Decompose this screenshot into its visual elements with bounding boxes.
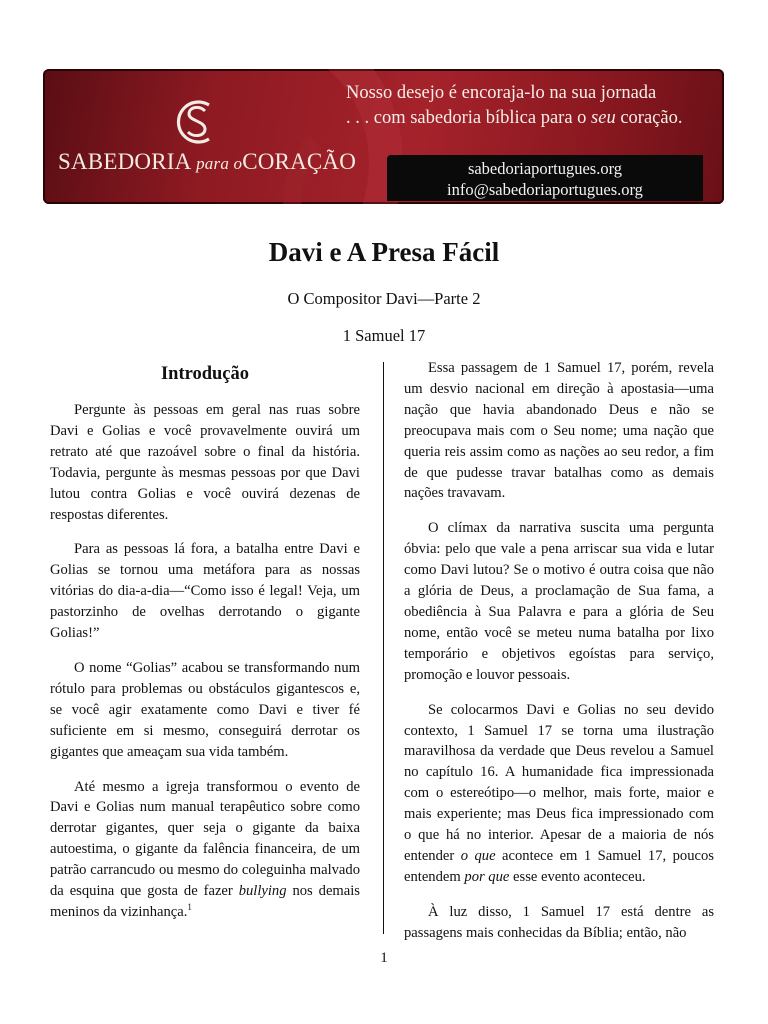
tagline-line-2 xyxy=(346,106,716,131)
tagline-line-2-italic: seu xyxy=(591,108,616,128)
paragraph: O nome “Golias” acabou se transformando num rótulo para problemas ou obstáculos gigantescos e, se você agir exatamente como Davi e tiver fé suficiente em si mesmo, conseguirá derrotar os gigantes que ameaçam sua vida também. xyxy=(50,659,360,760)
paragraph-italic: por que xyxy=(464,868,510,885)
paragraph: À luz disso, 1 Samuel 17 está dentre as passagens mais conhecidas da Bíblia; então, não xyxy=(404,903,714,941)
paragraph-italic: bullying xyxy=(238,883,287,900)
paragraph-text: acontece em 1 Samuel 17, poucos entendem xyxy=(404,847,714,885)
paragraph-text: Se colocarmos Davi e Golias no seu devido contexto, 1 Samuel 17 se torna uma ilustração maravilhosa da verdade que Deus revelou a Samuel no capítulo 16. A humanidade fica impressionada com o estereótipo—o melhor, mais forte, maior e mais experiente; mas Deus fica impressionado com o que há no interior. Apesar de a maioria de nós entender xyxy=(404,701,714,864)
column-divider xyxy=(383,362,384,934)
scripture-reference: 1 Samuel 17 xyxy=(342,326,426,345)
contact-box xyxy=(387,155,703,201)
logo-word-main: SABEDORIA xyxy=(58,149,191,174)
paragraph-text: nos demais meninos da vizinhança. xyxy=(50,883,360,920)
left-column xyxy=(50,362,360,937)
logo-wordmark xyxy=(58,149,356,175)
paragraph: Para as pessoas lá fora, a batalha entre Davi e Golias se tornou uma metáfora para as nossas vitórias do dia-a-dia—“Como isso é legal! Veja, um pastorzinho de ovelhas derrotando o gigante Golias!” xyxy=(50,541,360,642)
paragraph-text: esse evento aconteceu. xyxy=(509,868,646,885)
tagline-line-2-post: coração. xyxy=(615,108,683,128)
logo-word-small: para o xyxy=(196,154,243,173)
page-number: 1 xyxy=(380,950,388,966)
paragraph-italic: o que xyxy=(460,847,496,864)
document-title: Davi e A Presa Fácil xyxy=(268,237,500,267)
document-subtitle: O Compositor Davi—Parte 2 xyxy=(287,289,481,308)
section-heading-introducao: Introdução xyxy=(160,364,250,384)
banner-tagline xyxy=(346,81,716,131)
paragraph xyxy=(50,777,360,923)
paragraph: Pergunte às pessoas em geral nas ruas sobre Davi e Golias e você provavelmente ouvirá um retrato até que razoável sobre o final da história. Todavia, pergunte às mesmas pessoas por que Davi lutou contra Golias e você ouvirá dezenas de respostas diferentes. xyxy=(50,402,360,523)
footnote-marker[interactable]: 1 xyxy=(187,902,192,913)
paragraph: O clímax da narrativa suscita uma pergunta óbvia: pelo que vale a pena arriscar sua vida e lutar como Davi lutou? Se o motivo é outra coisa que não a glória de Deus, a proclamação de Sua fama, a obediência à Sua Palavra e para a glória de Seu nome, então você se meteu numa batalha por lixo temporário e objetivos egoístas para serviço, promoção e louvor pessoais. xyxy=(404,520,714,683)
website-link[interactable]: sabedoriaportugues.org xyxy=(467,159,623,178)
email-link[interactable]: info@sabedoriaportugues.org xyxy=(447,180,643,199)
tagline-line-2-pre: . . . com sabedoria bíblica para o xyxy=(346,108,592,128)
logo-word-end: CORAÇÃO xyxy=(242,149,357,174)
right-column xyxy=(404,358,714,958)
header-banner xyxy=(43,69,724,204)
sc-logo-icon xyxy=(169,93,225,151)
paragraph-text: Até mesmo a igreja transformou o evento de Davi e Golias num manual terapêutico sobre como derrotar gigantes, quer seja o gigante da baixa autoestima, o gigante da falência financeira, de um patrão carrancudo ou mesmo do coleguinha malvado da esquina que gosta de fazer xyxy=(50,778,360,900)
tagline-line-1: Nosso desejo é encoraja-lo na sua jornada xyxy=(346,83,657,103)
paragraph: Essa passagem de 1 Samuel 17, porém, revela um desvio nacional em direção à apostasia—uma nação que havia abandonado Deus e não se preocupava mais com o Seu nome; uma nação que queria reis assim como as nações ao seu redor, a fim de que pudesse travar batalhas como as demais nações travavam. xyxy=(404,360,714,502)
paragraph xyxy=(404,700,714,888)
